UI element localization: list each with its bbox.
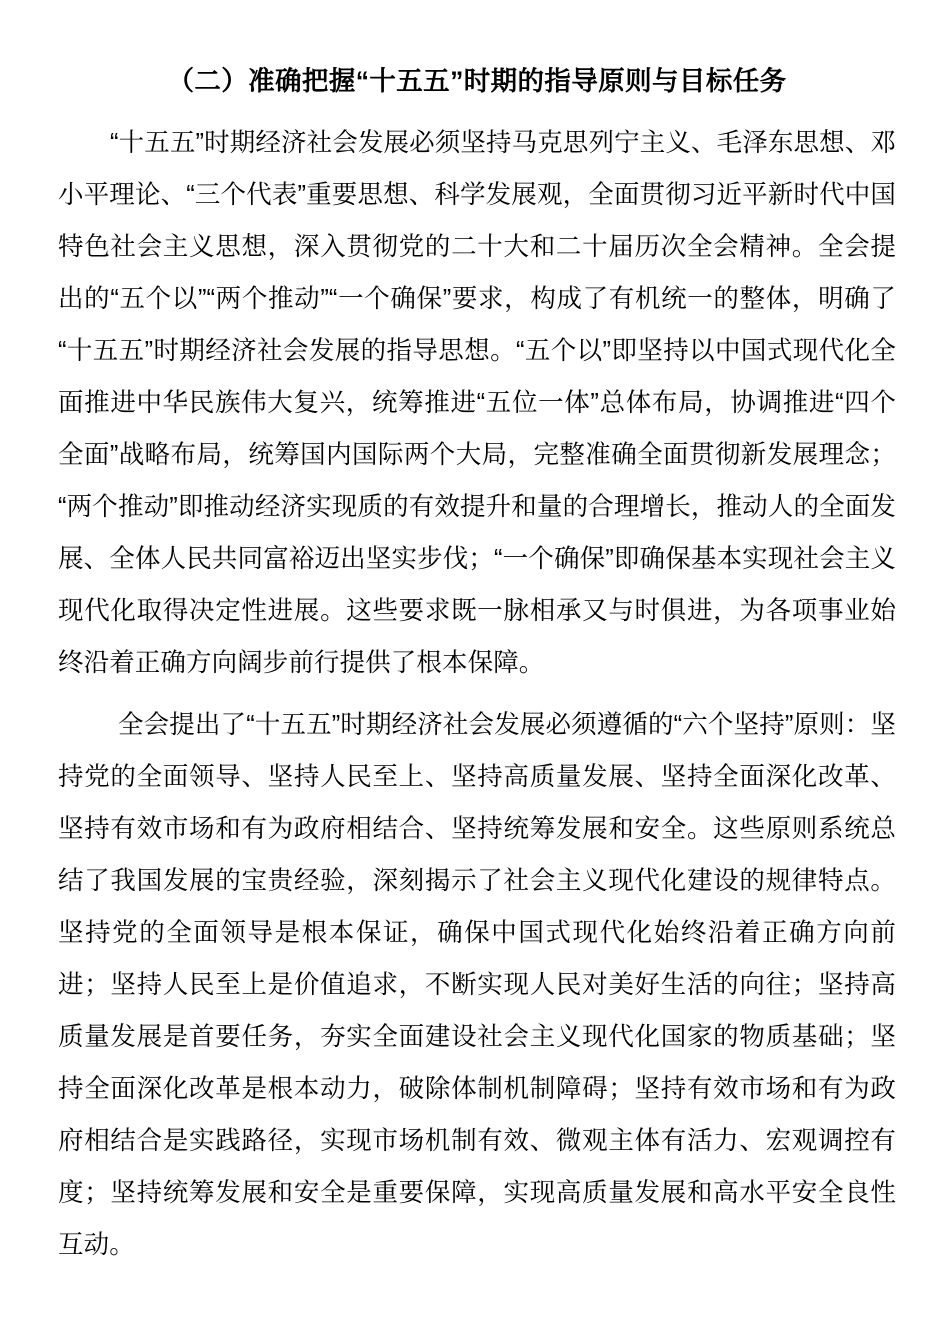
document-body (58, 0, 896, 1271)
body-paragraph: “十五五”时期经济社会发展必须坚持马克思列宁主义、毛泽东思想、邓小平理论、“三个代表”重要思想、科学发展观，全面贯彻习近平新时代中国特色社会主义思想，深入贯彻党的二十大和二十届历次全会精神。全会提出的“五个以”“两个推动”“一个确保”要求，构成了有机统一的整体，明确了“十五五”时期经济社会发展的指导思想。“五个以”即坚持以中国式现代化全面推进中华民族伟大复兴，统筹推进“五位一体”总体布局，协调推进“四个全面”战略布局，统筹国内国际两个大局，完整准确全面贯彻新发展理念；“两个推动”即推动经济实现质的有效提升和量的合理增长，推动人的全面发展、全体人民共同富裕迈出坚实步伐；“一个确保”即确保基本实现社会主义现代化取得决定性进展。这些要求既一脉相承又与时俱进，为各项事业始终沿着正确方向阔步前行提供了根本保障。 (58, 128, 896, 677)
page-title: （二）准确把握“十五五”时期的指导原则与目标任务 (167, 66, 787, 96)
body-paragraph: 全会提出了“十五五”时期经济社会发展必须遵循的“六个坚持”原则：坚持党的全面领导、坚持人民至上、坚持高质量发展、坚持全面深化改革、坚持有效市场和有为政府相结合、坚持统筹发展和安全。这些原则系统总结了我国发展的宝贵经验，深刻揭示了社会主义现代化建设的规律特点。坚持党的全面领导是根本保证，确保中国式现代化始终沿着正确方向前进；坚持人民至上是价值追求，不断实现人民对美好生活的向往；坚持高质量发展是首要任务，夯实全面建设社会主义现代化国家的物质基础；坚持全面深化改革是根本动力，破除体制机制障碍；坚持有效市场和有为政府相结合是实践路径，实现市场机制有效、微观主体有活力、宏观调控有度；坚持统筹发展和安全是重要保障，实现高质量发展和高水平安全良性互动。 (58, 710, 896, 1259)
